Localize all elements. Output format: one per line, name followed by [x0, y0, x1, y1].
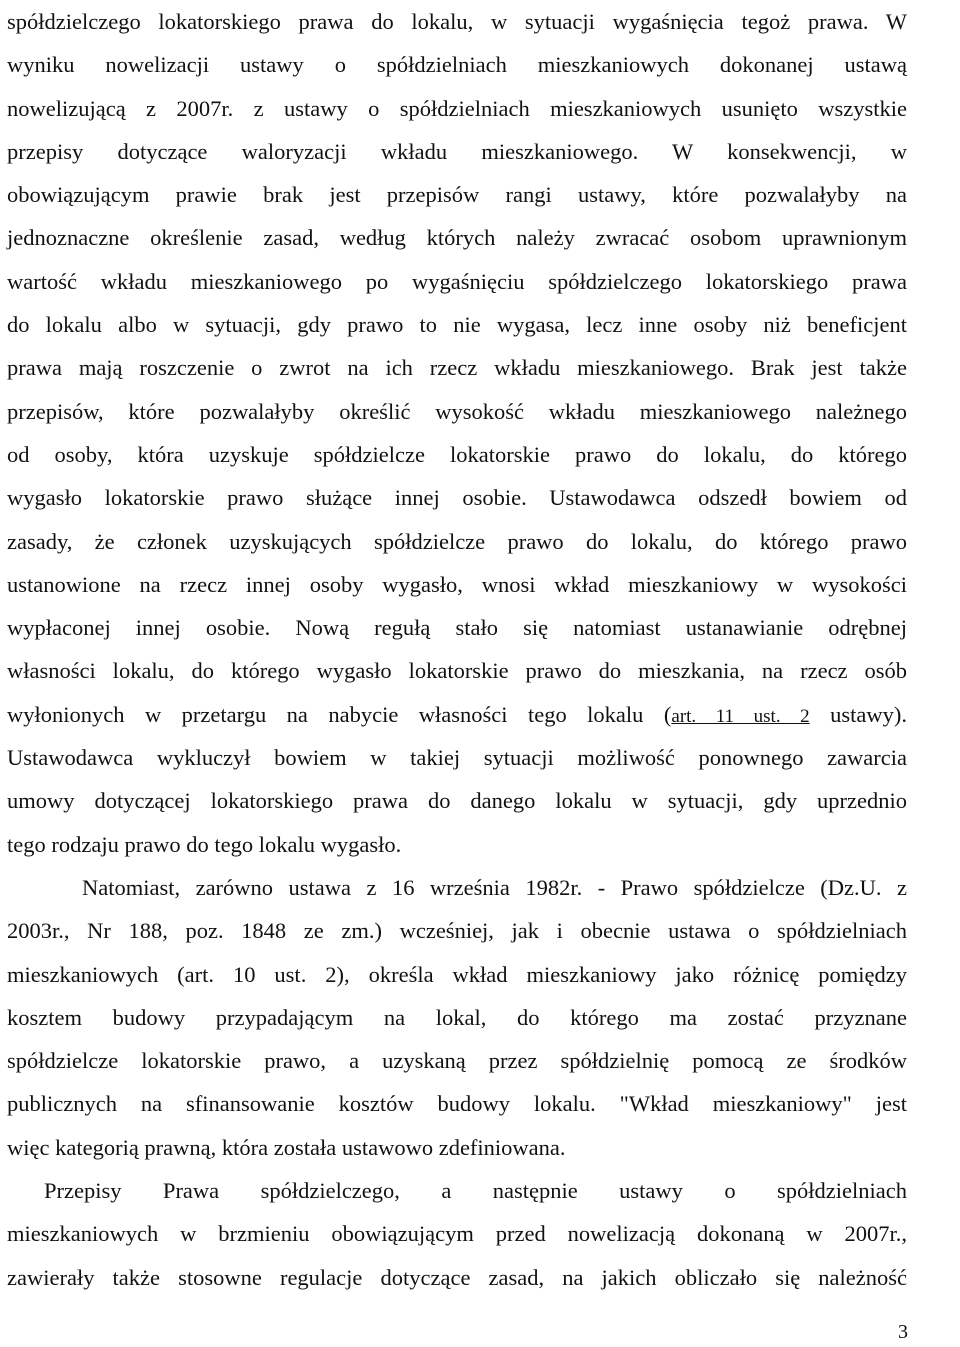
text-line: wypłaconej innej osobie. Nową regułą stało się natomiast ustanawianie odrębnej [7, 615, 907, 641]
page-number: 3 [898, 1321, 908, 1343]
text-line: wygasło lokatorskie prawo służące innej osobie. Ustawodawca odszedł bowiem od [7, 485, 907, 511]
text-line: umowy dotyczącej lokatorskiego prawa do danego lokalu w sytuacji, gdy uprzednio [7, 788, 907, 814]
text-line: Ustawodawca wykluczył bowiem w takiej sytuacji możliwość ponownego zawarcia [7, 745, 907, 771]
text-line: publicznych na sfinansowanie kosztów budowy lokalu. "Wkład mieszkaniowy" jest [7, 1091, 907, 1117]
article-reference-link[interactable]: art. 11 ust. 2 [671, 705, 810, 727]
text-line: spółdzielczego lokatorskiego prawa do lokalu, w sytuacji wygaśnięcia tegoż prawa. W [7, 9, 907, 34]
text-line: przepisy dotyczące waloryzacji wkładu mieszkaniowego. W konsekwencji, w [7, 138, 907, 164]
text-line: tego rodzaju prawo do tego lokalu wygasło. [7, 831, 402, 857]
text-line: mieszkaniowych (art. 10 ust. 2), określa wkład mieszkaniowy jako różnicę pomiędzy [7, 961, 907, 987]
text-line: przepisów, które pozwalałyby określić wysokość wkładu mieszkaniowego należnego [7, 398, 907, 424]
text-line: obowiązującym prawie brak jest przepisów rangi ustawy, które pozwalałyby na [7, 182, 907, 208]
text-line: ustanowione na rzecz innej osoby wygasło, wnosi wkład mieszkaniowy w wysokości [7, 571, 907, 597]
text-line: 2003r., Nr 188, poz. 1848 ze zm.) wcześniej, jak i obecnie ustawa o spółdzielniach [7, 918, 907, 944]
text-line: własności lokalu, do którego wygasło lokatorskie prawo do mieszkania, na rzecz osób [7, 658, 907, 684]
text-line: Przepisy Prawa spółdzielczego, a następnie ustawy o spółdzielniach [44, 1178, 907, 1204]
text-fragment: ustawy). [809, 701, 907, 727]
text-line: mieszkaniowych w brzmieniu obowiązującym przed nowelizacją dokonaną w 2007r., [7, 1221, 907, 1247]
text-line: wartość wkładu mieszkaniowego po wygaśnięciu spółdzielczego lokatorskiego prawa [7, 268, 907, 294]
text-line: od osoby, która uzyskuje spółdzielcze lokatorskie prawo do lokalu, do którego [7, 441, 907, 467]
text-line: do lokalu albo w sytuacji, gdy prawo to nie wygasa, lecz inne osoby niż beneficjent [7, 312, 907, 338]
text-line: jednoznaczne określenie zasad, według których należy zwracać osobom uprawnionym [7, 225, 907, 251]
text-line: kosztem budowy przypadającym na lokal, do którego ma zostać przyznane [7, 1004, 907, 1030]
document-page [7, 0, 907, 1299]
text-line-with-reference [7, 693, 907, 736]
text-line: spółdzielcze lokatorskie prawo, a uzyskaną przez spółdzielnię pomocą ze środków [7, 1048, 907, 1074]
text-line: nowelizującą z 2007r. z ustawy o spółdzielniach mieszkaniowych usunięto wszystkie [7, 95, 907, 121]
text-line: zasady, że członek uzyskujących spółdzielcze prawo do lokalu, do którego prawo [7, 528, 907, 554]
paragraph-2 [7, 866, 907, 1169]
text-line: zawierały także stosowne regulacje dotyczące zasad, na jakich obliczało się należność [7, 1264, 907, 1290]
text-line: wyniku nowelizacji ustawy o spółdzielniach mieszkaniowych dokonanej ustawą [7, 52, 907, 78]
text-line: prawa mają roszczenie o zwrot na ich rzecz wkładu mieszkaniowego. Brak jest także [7, 355, 907, 381]
text-fragment: wyłonionych w przetargu na nabycie własności tego lokalu ( [7, 701, 672, 727]
text-line: więc kategorią prawną, która została ustawowo zdefiniowana. [7, 1134, 566, 1160]
text-line: Natomiast, zarówno ustawa z 16 września 1982r. - Prawo spółdzielcze (Dz.U. z [82, 874, 907, 900]
paragraph-1 [7, 0, 907, 866]
paragraph-3 [7, 1169, 907, 1299]
